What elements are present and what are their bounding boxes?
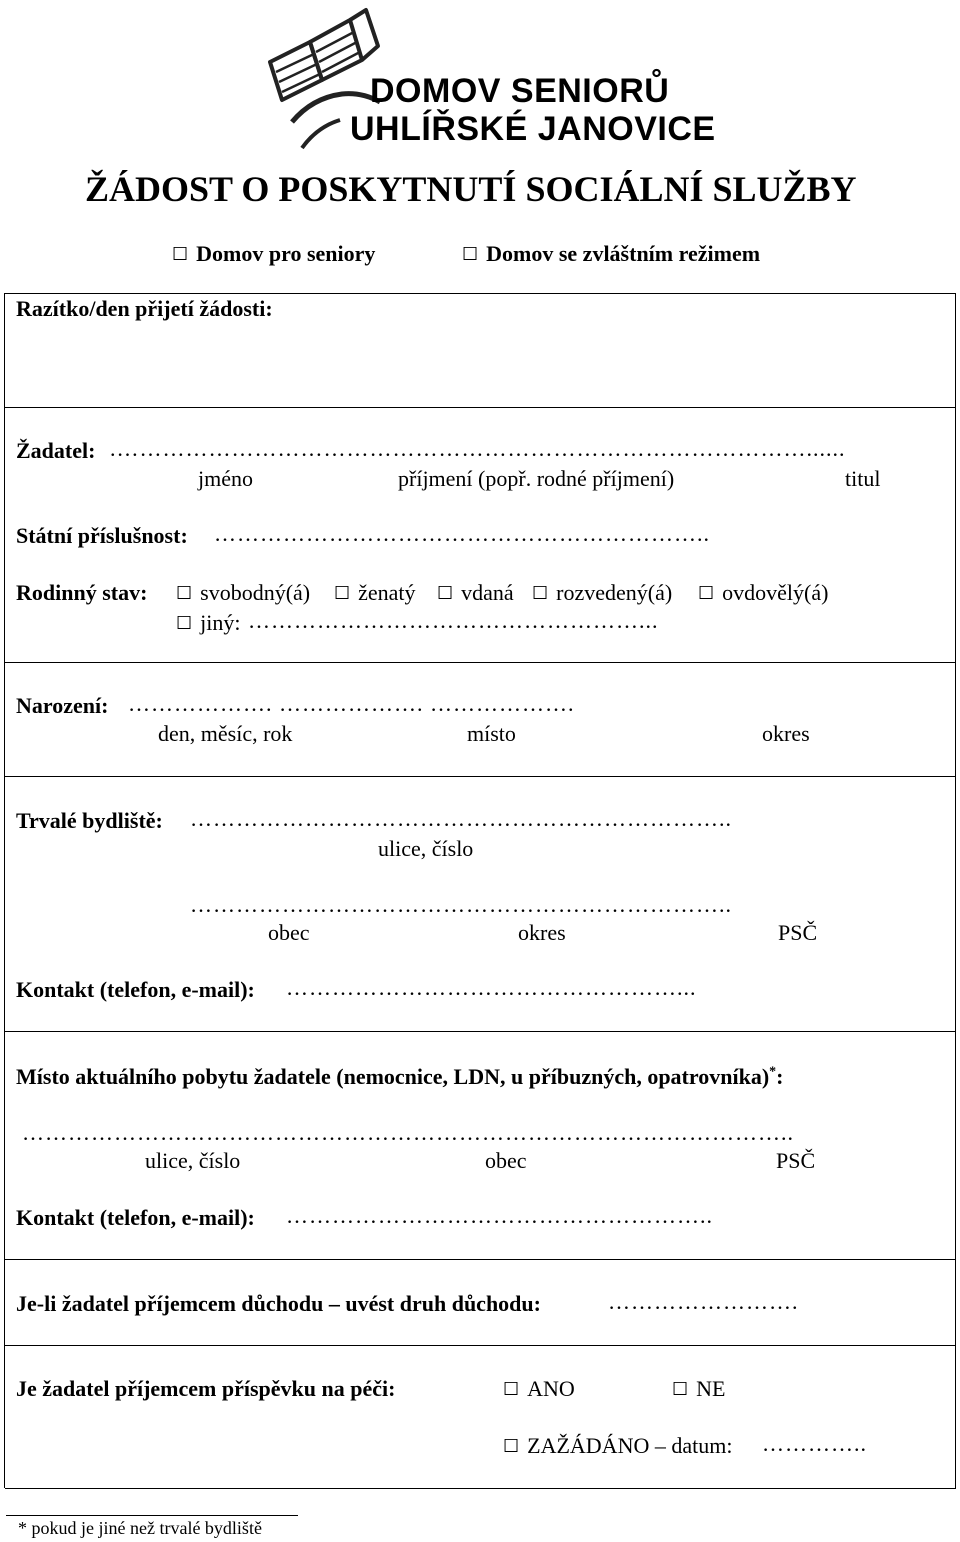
residence-city-field[interactable]: …………………………………………………………….. [190, 892, 732, 917]
current-stay-text: Místo aktuálního pobytu žadatele (nemocnice, LDN, u příbuzných, opatrovníka) [16, 1064, 770, 1089]
checkbox-domov-pro-seniory[interactable]: ☐ Domov pro seniory [172, 241, 375, 267]
footnote: * pokud je jiné než trvalé bydliště [18, 1518, 262, 1538]
checkbox-ano[interactable]: ☐ ANO [503, 1376, 575, 1402]
checkbox-ovdovely[interactable]: ☐ ovdovělý(á) [698, 580, 828, 606]
stamp-label: Razítko/den přijetí žádosti: [16, 296, 273, 321]
divider [5, 662, 956, 663]
caption-misto: místo [467, 721, 516, 746]
caption-okres: okres [518, 920, 566, 945]
requested-date-field[interactable]: ………….. [762, 1431, 867, 1456]
divider [5, 1031, 956, 1032]
pension-label: Je-li žadatel příjemcem důchodu – uvést druh důchodu: [16, 1291, 541, 1316]
frame-right [955, 293, 956, 1488]
pension-field[interactable]: ……………………. [608, 1289, 799, 1314]
divider [5, 1345, 956, 1346]
checkbox-zenaty[interactable]: ☐ ženatý [334, 580, 416, 606]
applicant-field[interactable]: .………………………………………………………………………………...... [110, 436, 846, 461]
caption-jmeno: jméno [198, 466, 253, 491]
residence-label: Trvalé bydliště: [16, 808, 163, 833]
checkbox-vdana[interactable]: ☐ vdaná [437, 580, 514, 606]
care-allowance-label: Je žadatel příjemcem příspěvku na péči: [16, 1376, 396, 1401]
caption-psc: PSČ [776, 1148, 816, 1173]
footnote-mark: * [769, 1064, 777, 1080]
contact-label: Kontakt (telefon, e-mail): [16, 1205, 255, 1230]
contact-field[interactable]: ……………………………………………….. [286, 1203, 713, 1228]
caption-okres: okres [762, 721, 810, 746]
footnote-divider [6, 1515, 298, 1516]
caption-obec: obec [268, 920, 310, 945]
birth-label: Narození: [16, 693, 109, 718]
citizenship-field[interactable]: ……………………………………………………….. [214, 521, 710, 546]
caption-ulice: ulice, číslo [378, 836, 474, 861]
caption-ulice: ulice, číslo [145, 1148, 241, 1173]
divider [5, 776, 956, 777]
contact-field[interactable]: ……………………………………………... [286, 975, 697, 1000]
citizenship-label: Státní příslušnost: [16, 523, 188, 548]
divider [5, 407, 956, 408]
contact-label: Kontakt (telefon, e-mail): [16, 977, 255, 1002]
checkbox-svobodny[interactable]: ☐ svobodný(á) [176, 580, 310, 606]
checkbox-ne[interactable]: ☐ NE [672, 1376, 725, 1402]
checkbox-domov-zvlastni-rezim[interactable]: ☐ Domov se zvláštním režimem [462, 241, 760, 267]
logo-line1: DOMOV SENIORŮ [370, 72, 670, 110]
logo-line2: UHLÍŘSKÉ JANOVICE [350, 110, 716, 148]
frame-bottom [5, 1488, 956, 1489]
divider [5, 1259, 956, 1260]
current-stay-label [16, 1064, 783, 1090]
caption-psc: PSČ [778, 920, 818, 945]
residence-street-field[interactable]: …………………………………………………………….. [190, 806, 732, 831]
current-stay-field[interactable]: ……………………………………………………………………………………….. [22, 1120, 794, 1145]
checkbox-rozvedeny[interactable]: ☐ rozvedený(á) [532, 580, 672, 606]
frame-left [4, 293, 5, 1488]
applicant-label: Žadatel: [16, 438, 96, 463]
marital-other-field[interactable]: ……………………………………………... [248, 608, 659, 633]
marital-label: Rodinný stav: [16, 580, 148, 605]
caption-obec: obec [485, 1148, 527, 1173]
caption-prijmeni: příjmení (popř. rodné příjmení) [398, 466, 675, 491]
caption-den: den, měsíc, rok [158, 721, 293, 746]
frame-top [5, 293, 956, 294]
checkbox-zazadano[interactable]: ☐ ZAŽÁDÁNO – datum: [503, 1433, 732, 1459]
caption-titul: titul [845, 466, 881, 491]
checkbox-jiny[interactable]: ☐ jiný: [176, 610, 240, 636]
page-title: ŽÁDOST O POSKYTNUTÍ SOCIÁLNÍ SLUŽBY [85, 169, 857, 209]
current-stay-colon: : [776, 1064, 784, 1089]
birth-field[interactable]: ………………. ………………. ………………. [128, 691, 575, 716]
